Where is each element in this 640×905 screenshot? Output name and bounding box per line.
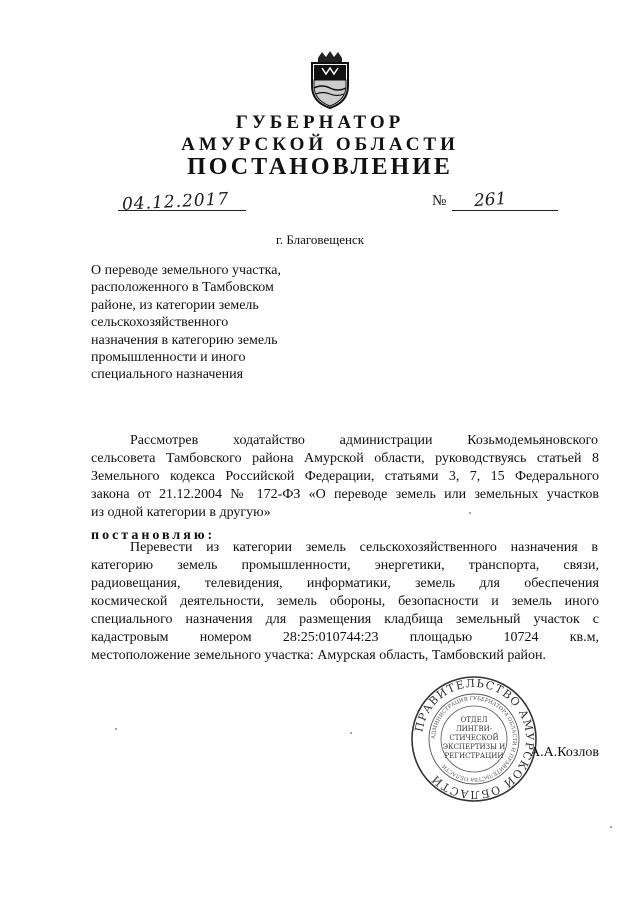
svg-text:ПРАВИТЕЛЬСТВО АМУРСКОЙ ОБЛАСТИ: ПРАВИТЕЛЬСТВО АМУРСКОЙ ОБЛАСТИ [412, 676, 537, 802]
preamble-line: Земельного кодекса Российской Федерации, статьями 3, 7, 15 Федерального [91, 469, 599, 484]
svg-text:АДМИНИСТРАЦИЯ ГУБЕРНАТОРА ОБЛА: АДМИНИСТРАЦИЯ ГУБЕРНАТОРА ОБЛАСТИ И ПРАВИТЕЛЬСТВА ОБЛАСТИ [430, 695, 518, 783]
handwritten-number: 261 [473, 188, 508, 212]
official-seal-stamp [410, 675, 538, 803]
header-title-region: АМУРСКОЙ ОБЛАСТИ [181, 134, 459, 155]
resolution-line: радиовещания, телевидения, информатики, земель для обеспечения [91, 576, 599, 591]
scan-speck [115, 728, 117, 730]
svg-text:ОТДЕЛ: ОТДЕЛ [460, 716, 488, 724]
number-underline [452, 210, 558, 211]
subject-line: районе, из категории земель [91, 297, 259, 313]
subject-line: расположенного в Тамбовском [91, 280, 274, 296]
resolution-line: космической деятельности, земель обороны, безопасности и земель иного [91, 594, 599, 609]
document-type-title: ПОСТАНОВЛЕНИЕ [187, 154, 453, 180]
svg-text:СТИЧЕСКОЙ: СТИЧЕСКОЙ [449, 734, 499, 742]
scan-speck [610, 826, 612, 828]
city-line: г. Благовещенск [275, 232, 365, 247]
resolution-line: специального назначения для размещения кладбища земельный участок с [91, 612, 599, 627]
preamble-line: Рассмотрев ходатайство администрации Козьмодемьяновского [130, 433, 598, 448]
preamble-line: закона от 21.12.2004 № 172-ФЗ «О переводе земель или земельных участков [91, 487, 599, 502]
resolution-line: категорию земель промышленности, энергетики, транспорта, связи, [91, 558, 599, 573]
subject-block [91, 262, 321, 384]
svg-text:ЭКСПЕРТИЗЫ И: ЭКСПЕРТИЗЫ И [442, 743, 506, 751]
subject-line: назначения в категорию земель [91, 332, 278, 348]
svg-text:РЕГИСТРАЦИИ: РЕГИСТРАЦИИ [444, 752, 504, 760]
subject-line: сельскохозяйственного [91, 315, 229, 331]
resolution-line: Перевести из категории земель сельскохозяйственного назначения в [130, 540, 598, 555]
date-underline [118, 210, 246, 211]
resolution-line: местоположение земельного участка: Амурская область, Тамбовский район. [91, 648, 547, 663]
subject-line: промышленности и иного [91, 350, 246, 366]
handwritten-date: 04.12.2017 [121, 189, 230, 215]
header-title-governor: ГУБЕРНАТОР [235, 112, 405, 133]
svg-text:ЛИНГВИ-: ЛИНГВИ- [455, 725, 493, 733]
coat-of-arms-icon [304, 50, 356, 110]
number-sign: № [432, 193, 447, 209]
preamble-line: сельсовета Тамбовского района Амурской области, руководствуясь статьей 8 [91, 451, 599, 466]
preamble-line: из одной категории в другую» [91, 505, 271, 520]
signatory-name: А.А.Козлов [530, 745, 599, 760]
decree-word: постановляю: [91, 528, 216, 543]
scan-speck [350, 732, 352, 734]
resolution-line: кадастровым номером 28:25:010744:23 площадью 10724 кв.м, [91, 630, 599, 645]
subject-line: О переводе земельного участка, [91, 263, 281, 278]
subject-line: специального назначения [91, 367, 244, 383]
scan-speck [469, 512, 471, 514]
